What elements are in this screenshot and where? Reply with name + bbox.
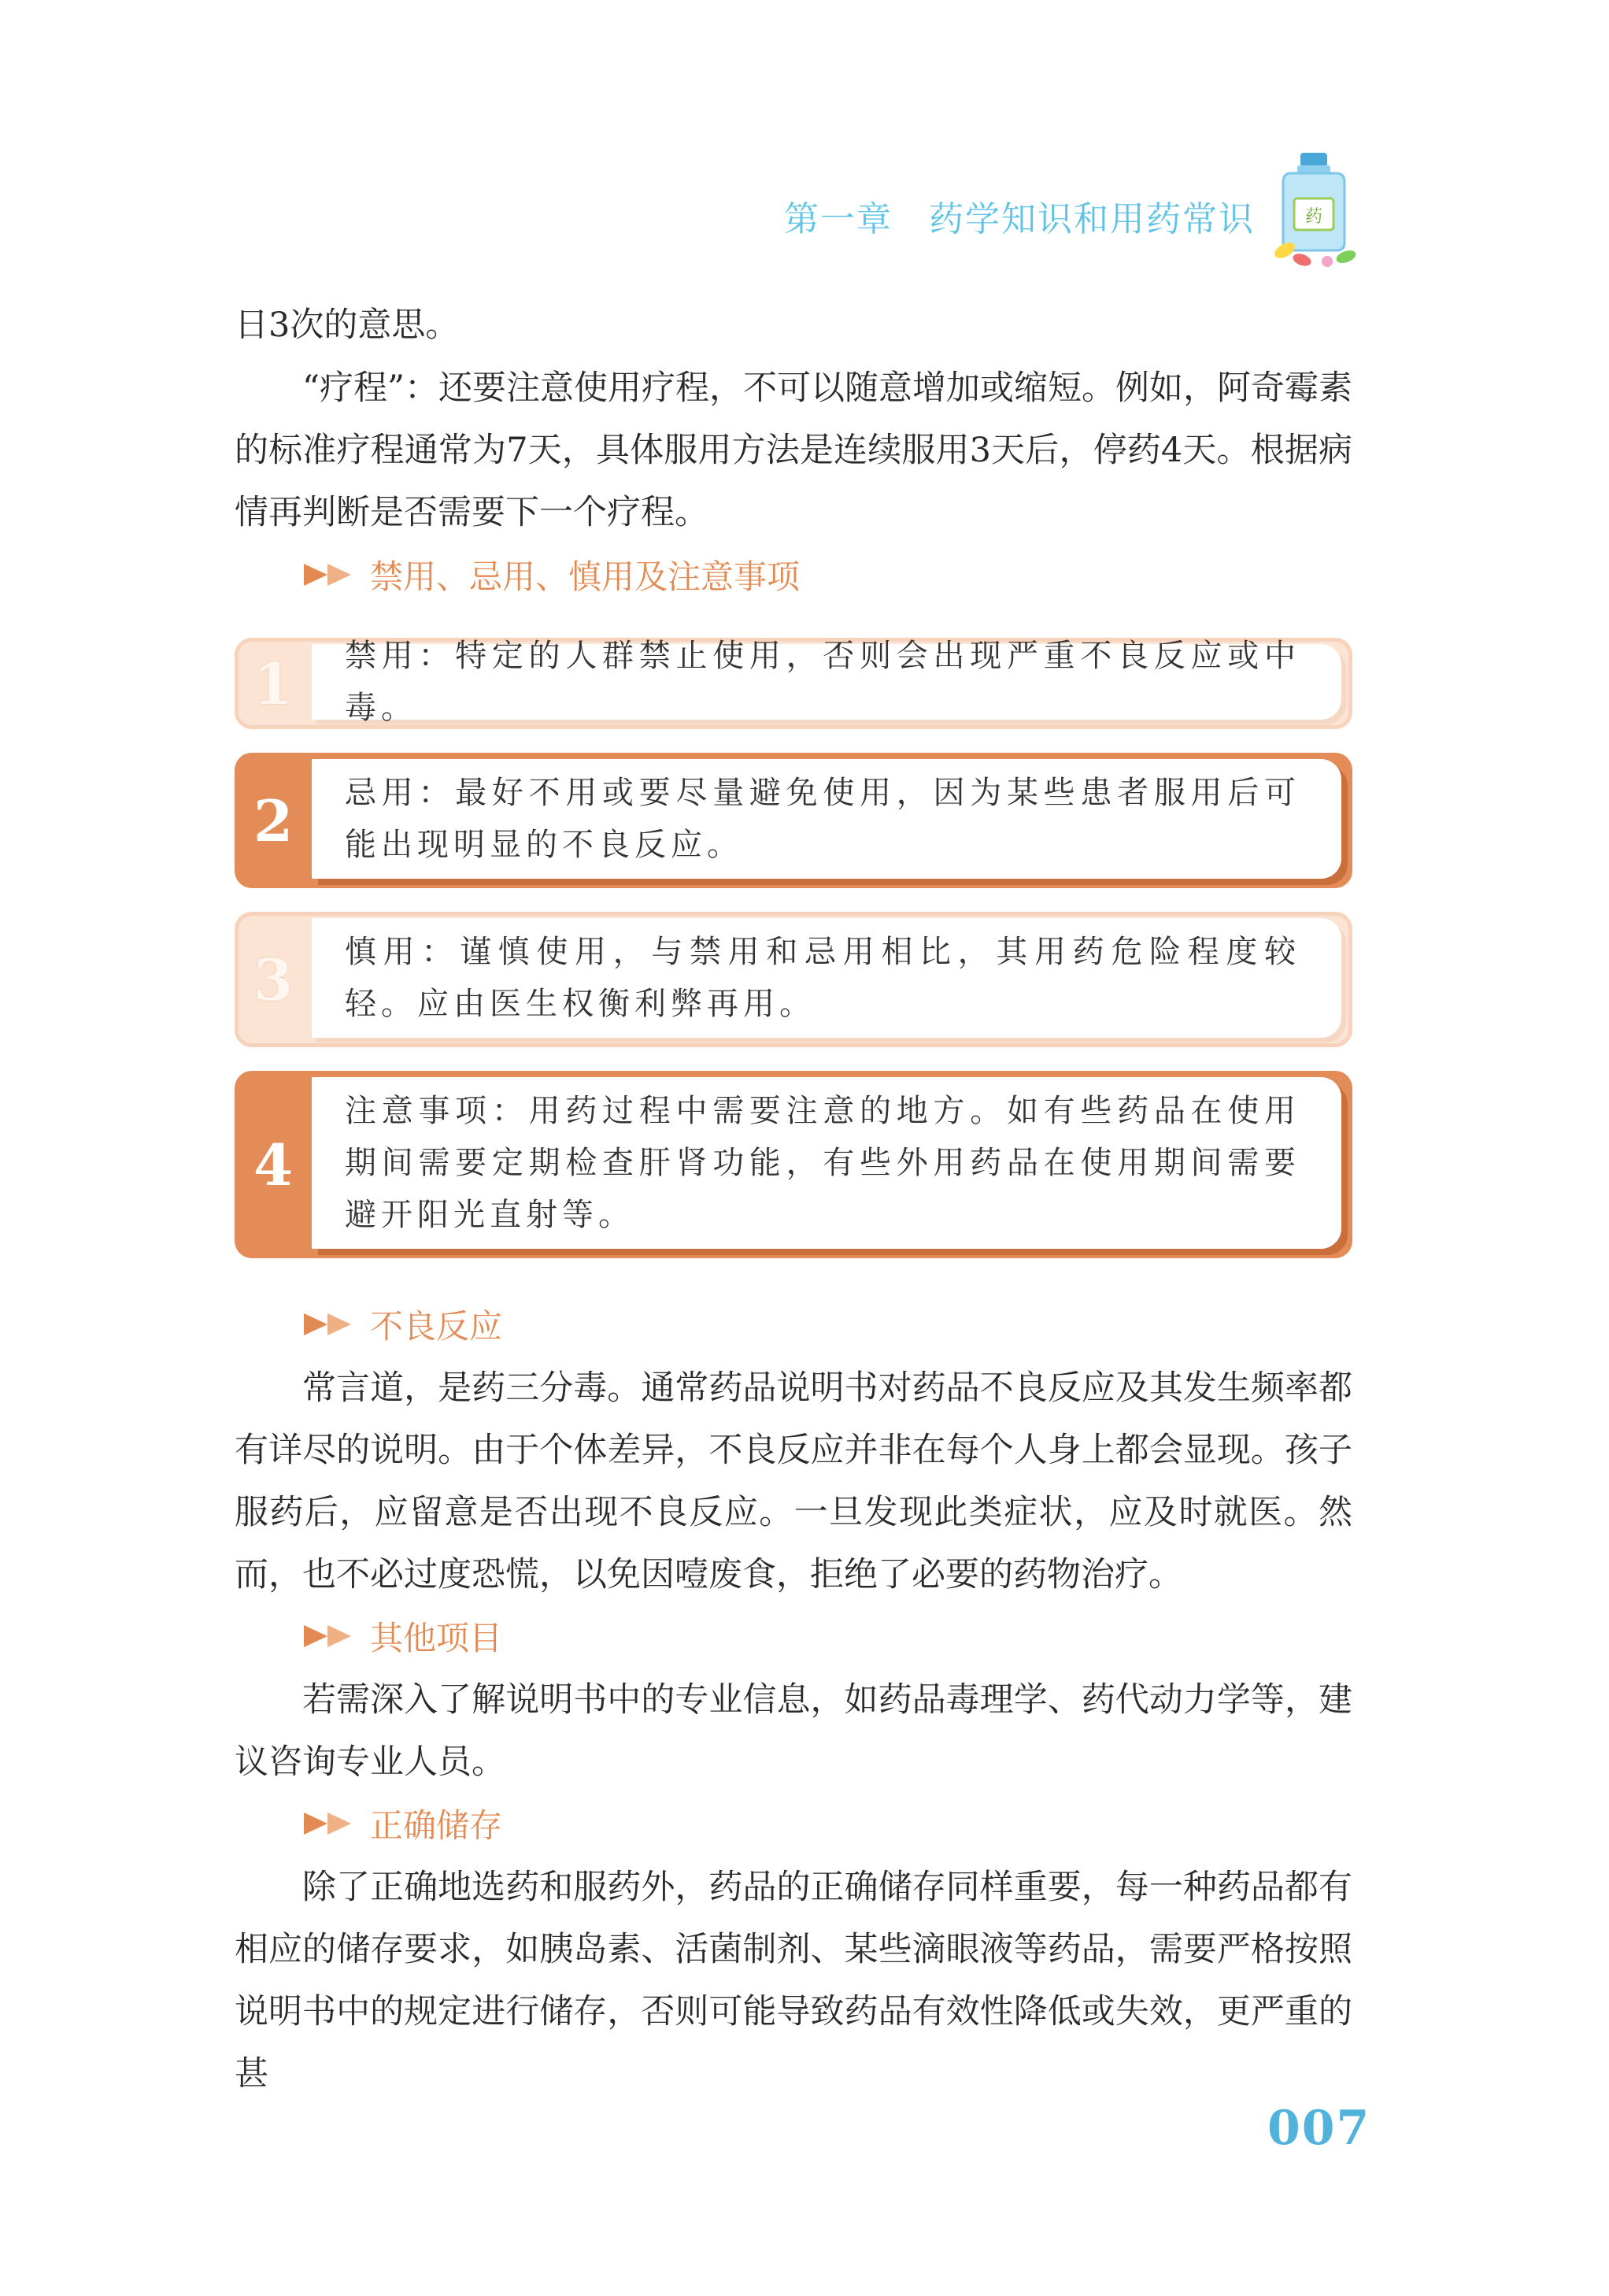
usage-item-4: [235, 1071, 1352, 1258]
section-heading-text: 其他项目: [370, 1619, 503, 1657]
item-number: 4: [253, 1131, 294, 1198]
double-arrow-icon: [304, 1312, 354, 1337]
section-heading-adverse-reactions: [304, 1301, 502, 1348]
bottle-label: 药: [1304, 207, 1323, 227]
item-card: [312, 759, 1341, 879]
section-heading-other-items: [304, 1613, 502, 1660]
item-number: 1: [253, 650, 294, 717]
item-card: [312, 918, 1341, 1038]
section-heading-storage: [304, 1800, 502, 1847]
usage-item-3: [235, 912, 1352, 1047]
paragraph-storage: 除了正确地选药和服药外，药品的正确储存同样重要，每一种药品都有相应的储存要求，如胰岛素、活菌制剂、某些滴眼液等药品，需要严格按照说明书中的规定进行储存，否则可能导致药品有效性降低或失效，更严重的甚: [235, 1868, 1352, 2094]
paragraph-adverse-reactions: 常言道，是药三分毒。通常药品说明书对药品不良反应及其发生频率都有详尽的说明。由于个体差异，不良反应并非在每个人身上都会显现。孩子服药后，应留意是否出现不良反应。一旦发现此类症状，应及时就医。然而，也不必过度恐慌，以免因噎废食，拒绝了必要的药物治疗。: [235, 1368, 1352, 1594]
item-number: 3: [253, 946, 294, 1013]
paragraph-course: “疗程”：还要注意使用疗程，不可以随意增加或缩短。例如，阿奇霉素的标准疗程通常为7天，具体服用方法是连续服用3天后，停药4天。根据病情再判断是否需要下一个疗程。: [235, 368, 1352, 532]
double-arrow-icon: [304, 562, 354, 587]
paragraph-continuation: 日3次的意思。: [235, 306, 460, 345]
medicine-bottle-icon: [1267, 150, 1362, 268]
page-number: 007: [1267, 2101, 1371, 2156]
usage-item-2: [235, 753, 1352, 888]
double-arrow-icon: [304, 1624, 354, 1649]
running-header: 第一章 药学知识和用药常识: [784, 199, 1255, 239]
item-text: 禁用：特定的人群禁止使用，否则会出现严重不良反应或中毒。: [345, 638, 1300, 726]
paragraph-other-items: 若需深入了解说明书中的专业信息，如药品毒理学、药代动力学等，建议咨询专业人员。: [235, 1680, 1352, 1782]
section-heading-text: 正确储存: [370, 1806, 503, 1845]
section-heading-contraindications: [304, 551, 800, 598]
item-text: 慎用：谨慎使用，与禁用和忌用相比，其用药危险程度较轻。应由医生权衡利弊再用。: [345, 934, 1300, 1022]
section-heading-text: 禁用、忌用、慎用及注意事项: [370, 557, 801, 596]
section-heading-text: 不良反应: [370, 1307, 503, 1346]
item-text: 忌用：最好不用或要尽量避免使用，因为某些患者服用后可能出现明显的不良反应。: [345, 775, 1300, 863]
item-card: [312, 1077, 1341, 1249]
item-text: 注意事项：用药过程中需要注意的地方。如有些药品在使用期间需要定期检查肝肾功能，有些外用药品在使用期间需要避开阳光直射等。: [345, 1093, 1300, 1233]
double-arrow-icon: [304, 1811, 354, 1836]
item-card: [312, 638, 1341, 726]
usage-item-1: [235, 638, 1352, 729]
item-number: 2: [253, 787, 294, 854]
